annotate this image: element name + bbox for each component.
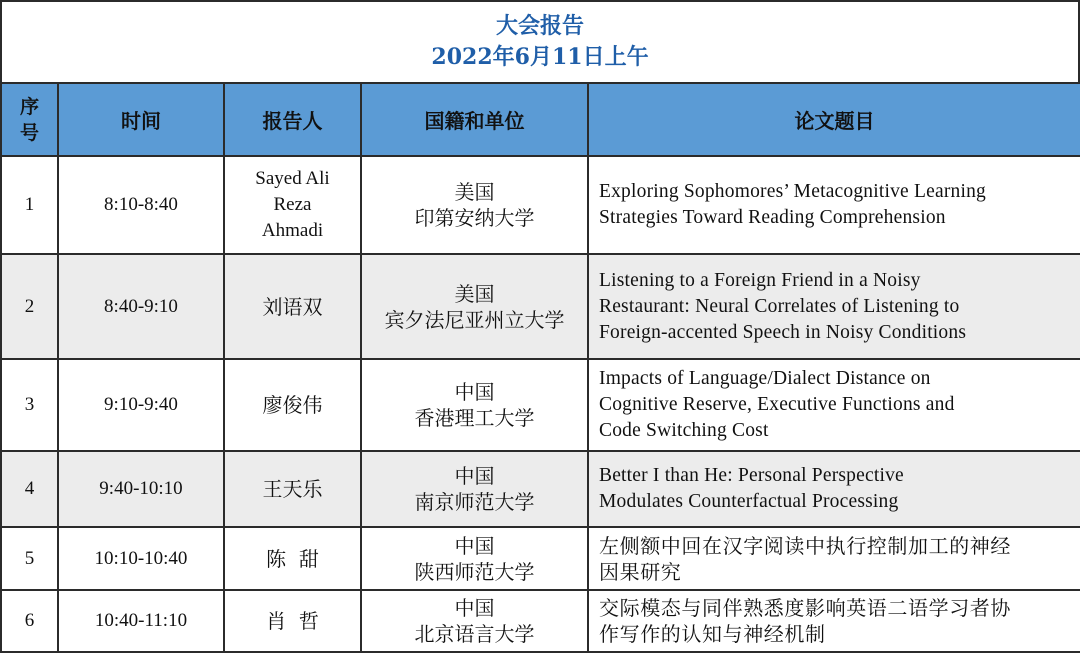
paper-line: Foreign-accented Speech in Noisy Conditions xyxy=(599,321,967,343)
row-paper-title xyxy=(588,527,1080,590)
institution: 南京师范大学 xyxy=(414,490,535,514)
row-affiliation xyxy=(361,527,588,590)
row-paper-title xyxy=(588,156,1080,254)
header-row xyxy=(1,83,1080,156)
paper-line: Modulates Counterfactual Processing xyxy=(599,491,899,512)
institution: 宾夕法尼亚州立大学 xyxy=(384,307,565,332)
schedule-table xyxy=(0,82,1080,653)
paper-line: Better I than He: Personal Perspective xyxy=(599,465,904,486)
speaker-line: 刘语双 xyxy=(262,294,323,319)
table-row xyxy=(1,254,1080,359)
row-index: 4 xyxy=(1,451,58,527)
row-speaker xyxy=(224,451,361,527)
table-row xyxy=(1,527,1080,590)
paper-line: Impacts of Language/Dialect Distance on xyxy=(599,368,931,389)
paper-line: 交际模态与同伴熟悉度影响英语二语学习者协 xyxy=(599,596,1011,620)
session-date: 2022年6月11日上午 xyxy=(431,44,649,70)
row-time: 9:40-10:10 xyxy=(58,451,224,527)
institution: 北京语言大学 xyxy=(414,622,535,646)
speaker-line: 王天乐 xyxy=(262,477,323,501)
paper-line: Code Switching Cost xyxy=(599,420,769,441)
table-row xyxy=(1,590,1080,652)
row-paper-title xyxy=(588,359,1080,451)
speaker-line: 陈 甜 xyxy=(266,546,319,571)
column-header-speaker: 报告人 xyxy=(224,83,361,156)
speaker-line: 肖 哲 xyxy=(266,609,319,633)
country: 美国 xyxy=(454,281,495,306)
speaker-line: Reza xyxy=(273,194,312,215)
table-row xyxy=(1,156,1080,254)
row-time: 8:10-8:40 xyxy=(58,156,224,254)
row-index: 1 xyxy=(1,156,58,254)
speaker-line: Sayed Ali xyxy=(255,168,330,189)
row-affiliation xyxy=(361,590,588,652)
row-index: 6 xyxy=(1,590,58,652)
row-speaker xyxy=(224,590,361,652)
row-speaker xyxy=(224,527,361,590)
paper-line: Listening to a Foreign Friend in a Noisy xyxy=(599,269,921,291)
speaker-line: Ahmadi xyxy=(261,220,324,241)
column-header-affiliation: 国籍和单位 xyxy=(361,83,588,156)
country: 中国 xyxy=(454,596,495,620)
institution: 香港理工大学 xyxy=(414,406,535,430)
row-speaker xyxy=(224,359,361,451)
table-row xyxy=(1,451,1080,527)
row-paper-title xyxy=(588,451,1080,527)
country: 中国 xyxy=(454,533,495,558)
row-speaker xyxy=(224,254,361,359)
row-affiliation xyxy=(361,254,588,359)
page-title: 大会报告 xyxy=(495,14,584,39)
row-index: 3 xyxy=(1,359,58,451)
paper-line: 作写作的认知与神经机制 xyxy=(599,622,826,646)
table-row xyxy=(1,359,1080,451)
row-paper-title xyxy=(588,590,1080,652)
row-time: 10:40-11:10 xyxy=(58,590,224,652)
row-time: 8:40-9:10 xyxy=(58,254,224,359)
paper-line: Restaurant: Neural Correlates of Listening to xyxy=(599,295,960,317)
country: 美国 xyxy=(454,180,495,204)
speaker-line: 廖俊伟 xyxy=(262,393,323,417)
institution: 印第安纳大学 xyxy=(414,206,535,230)
row-index: 2 xyxy=(1,254,58,359)
paper-line: Strategies Toward Reading Comprehension xyxy=(599,207,946,228)
institution: 陕西师范大学 xyxy=(414,559,535,584)
column-header-paper: 论文题目 xyxy=(588,83,1080,156)
paper-line: 因果研究 xyxy=(599,559,682,584)
column-header-index xyxy=(1,83,58,156)
row-speaker xyxy=(224,156,361,254)
title-block xyxy=(0,0,1080,82)
row-index: 5 xyxy=(1,527,58,590)
paper-line: Exploring Sophomores’ Metacognitive Learning xyxy=(599,181,986,202)
row-affiliation xyxy=(361,359,588,451)
row-time: 9:10-9:40 xyxy=(58,359,224,451)
index-header-label: 序号 xyxy=(19,95,39,144)
row-affiliation xyxy=(361,451,588,527)
country: 中国 xyxy=(454,380,495,404)
column-header-time: 时间 xyxy=(58,83,224,156)
country: 中国 xyxy=(454,464,495,488)
row-paper-title xyxy=(588,254,1080,359)
paper-line: 左侧额中回在汉字阅读中执行控制加工的神经 xyxy=(599,533,1011,558)
row-affiliation xyxy=(361,156,588,254)
row-time: 10:10-10:40 xyxy=(58,527,224,590)
paper-line: Cognitive Reserve, Executive Functions and xyxy=(599,394,955,415)
